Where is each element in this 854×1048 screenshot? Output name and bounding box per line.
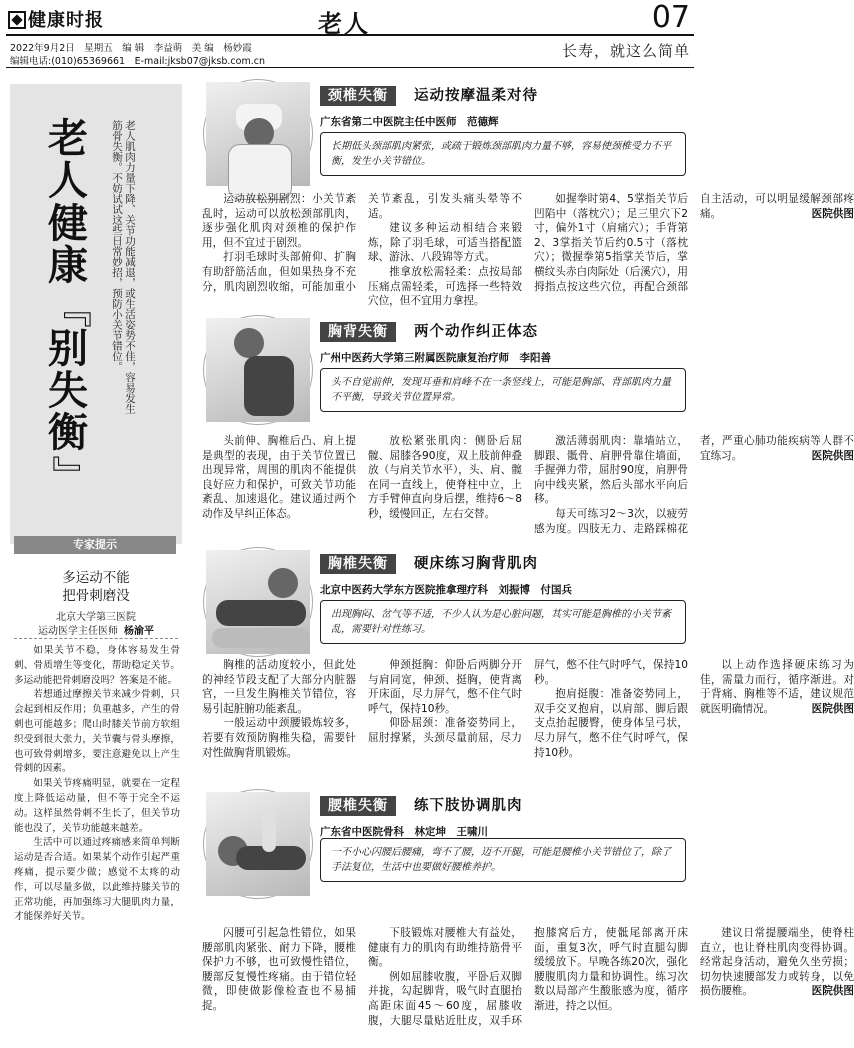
title-char: 老	[48, 115, 88, 162]
feature-panel	[10, 84, 182, 544]
article-chest-back	[196, 316, 854, 535]
article-lead: 头不自觉前伸，发现耳垂和肩峰不在一条竖线上，可能是胸部、背部肌肉力量不平衡，导致关节位置异常。	[320, 368, 686, 412]
logo-mark-icon	[8, 11, 26, 29]
article-tag: 颈椎失衡	[320, 86, 396, 106]
contact-line: 编辑电话:(010)65369661 E-mail:jksb07@jksb.com.cn	[10, 56, 265, 67]
paragraph: 闪腰可引起急性错位，如果腰部肌肉紧张、耐力下降，腰椎保护力不够，也可致慢性错位，腰部反复慢性疼痛。由于错位轻微，即使做影像检查也不易捕捉。	[202, 927, 356, 1012]
paragraph: 推拿放松需轻柔：点按局部压痛点需轻柔，可选择一些特效穴位，但不宜用力拿捏。	[368, 265, 522, 308]
tips-author	[10, 622, 182, 637]
divider	[14, 638, 178, 639]
title-char: 健	[48, 199, 88, 247]
paragraph: 激活薄弱肌肉：靠墙站立，脚跟、骶骨、肩胛骨靠住墙面，手握弹力带，屈肘90度，肩胛骨向中线夹紧，然后头部水平向后移。	[534, 435, 688, 506]
article-body	[202, 658, 854, 770]
photo-credit: 医院供图	[811, 985, 854, 998]
article-lumbar	[196, 790, 854, 1040]
paragraph: 抱肩挺腹：准备姿势同上，双手交叉抱肩，以肩部、脚后跟支点抬起腰臀，使身体呈弓状，尽力屏气，憋不住气时呼气，保持10秒。	[534, 688, 688, 759]
article-tag: 胸椎失衡	[320, 554, 396, 574]
newspaper-logo	[8, 6, 104, 32]
title-bracket-open: 『	[47, 287, 93, 328]
header-bottom-rule	[6, 67, 694, 68]
article-author: 广州中医药大学第三附属医院康复治疗师 李阳善	[320, 352, 551, 364]
paragraph: 如果关节疼痛明显，就要在一定程度上降低运动量，但不等于完全不运动。这样虽然骨刺不生长了，但关节功能也没了，关节功能越来越差。	[14, 778, 180, 834]
paragraph: 如握拳时第4、5掌指关节后凹陷中（落枕穴）；足三里穴下2寸，偏外1寸（肩痛穴）；手背第2、3掌指关节后约0.5寸（落枕穴）；微握拳第5指掌关节后，掌横纹头赤白肉际处（后溪穴），用拇指点按这些穴位，再配合颈部自主活动，可以明显缓解颈部疼痛。	[534, 193, 854, 293]
article-photo-chest-back	[204, 316, 312, 424]
paragraph: 生活中可以通过疼痛感来简单判断运动是否合适。如果某个动作引起严重疼痛，提示要少做；感觉不太疼的动作，可以尽量多做，以此维持膝关节的正常功能，再加强练习大腿肌肉力量，才能保养好关节。	[14, 837, 180, 923]
paragraph: 打羽毛球时头部俯仰、扩胸有助舒筋活血，但如果热身不充分，肌肉剧烈收缩，可能加重小关节紊乱，引发头痛头晕等不适。	[202, 193, 522, 293]
article-subtitle: 练下肢协调肌肉	[414, 798, 523, 814]
article-body	[202, 192, 854, 310]
paragraph: 一般运动中颈腰锻炼较多，若要有效预防胸椎失稳，需要针对性做胸背肌锻炼。	[202, 717, 356, 759]
title-char: 衡	[48, 409, 88, 457]
title-char: 别	[48, 324, 88, 372]
article-photo-thoracic	[204, 548, 312, 656]
tips-org: 北京大学第三医院	[56, 612, 136, 623]
article-photo-neck	[204, 80, 312, 188]
tips-title-line1: 多运动不能	[62, 570, 130, 586]
paragraph: 每天可练习2～3次，以疲劳感为度。四肢无力、走路踩棉花者，严重心肺功能疾病等人群不宜练习。	[534, 435, 854, 535]
article-subtitle: 硬床练习胸背肌肉	[414, 556, 538, 572]
paragraph: 伸颈挺胸：仰卧后两脚分开与肩同宽，伸颈、挺胸，使背离开床面，尽力屏气，憋不住气时呼气，保持10秒。	[368, 659, 522, 715]
article-lead: 长期低头颈部肌肉紧张，或疏于锻炼颈部肌肉力量不够，容易使颈椎受力不平衡，发生小关节错位。	[320, 132, 686, 176]
article-body	[202, 434, 854, 540]
paragraph: 建议日常提腰端坐，使脊柱直立，也让脊柱肌肉变得协调。经常起身活动，避免久坐劳损；切勿快速腰部发力或转身，以免损伤腰椎。	[700, 927, 854, 998]
date-editor-line: 2022年9月2日 星期五 编 辑 李益萌 美 编 杨妙霞	[10, 43, 252, 54]
header-rule	[6, 34, 694, 36]
article-author: 广东省第二中医院主任中医师 范德辉	[320, 116, 499, 128]
paragraph: 头前伸、胸椎后凸、肩上提是典型的表现，由于关节位置已出现异常，周围的肌肉不能提供良好应力和保护，可致关节功能紊乱、加速退化。建议通过两个动作及早纠正体态。	[202, 435, 356, 520]
article-tag: 腰椎失衡	[320, 796, 396, 816]
paragraph: 仰卧屈颈：准备姿势同上，屈肘撑紧，头颈尽量前屈，尽力屏气，憋不住气时呼气，保持10秒。	[368, 659, 688, 744]
section-name: 老人	[318, 9, 370, 38]
article-photo-lumbar	[204, 790, 312, 898]
page-number: 07	[651, 0, 690, 35]
title-char: 康	[48, 242, 88, 290]
paragraph: 以上动作选择硬床练习为佳，需量力而行，循序渐进。对于背痛、胸椎等不适，建议规范就医明确情况。	[700, 659, 854, 715]
paragraph: 下肢锻炼对腰椎大有益处，健康有力的肌肉有助维持筋骨平衡。	[368, 927, 522, 969]
photo-credit: 医院供图	[811, 449, 854, 462]
photo-credit: 医院供图	[811, 207, 854, 220]
article-tag: 胸背失衡	[320, 322, 396, 342]
title-char: 失	[48, 366, 88, 414]
title-bracket-close: 』	[47, 454, 93, 495]
article-body	[202, 926, 854, 1042]
feature-title	[42, 115, 94, 495]
photo-credit: 医院供图	[811, 702, 854, 715]
article-neck	[196, 80, 854, 308]
paragraph: 例如屈膝收腹，平卧后双脚并拢，勾起脚背，吸气时直腿抬高距床面45～60度，屈膝收腹，大腿尽量贴近肚皮，双手环抱膝窝后方，使骶尾部离开床面，重复3次，呼气时直腿勾脚缓缓放下。早晚各练20次，强化腰腹肌肉力量和协调性。练习次数以局部产生酸胀感为度，循序渐进，持之以恒。	[368, 927, 688, 1027]
article-subtitle: 两个动作纠正体态	[414, 324, 538, 340]
tips-author-name: 杨渝平	[124, 626, 154, 637]
article-author: 北京中医药大学东方医院推拿理疗科 刘振博 付国兵	[320, 584, 572, 596]
paragraph: 运动放松别剧烈：小关节紊乱时，运动可以放松颈部肌肉，逐步强化肌肉对颈椎的保护作用，但不宜过于剧烈。	[202, 193, 356, 249]
article-thoracic	[196, 548, 854, 768]
slogan: 长寿，就这么简单	[561, 42, 690, 60]
paragraph: 若想通过摩擦关节来减少骨刺，只会起到相反作用；负重越多，产生的骨刺也可能越多；爬山时膝关节前方软组织受到很大张力，关节囊与骨头摩擦，也可致骨刺增多，要注意避免以上产生骨刺的因素。	[14, 689, 180, 775]
paragraph: 建议多种运动相结合来锻炼，除了羽毛球，可适当搭配篮球、游泳、八段锦等方式。	[368, 222, 522, 264]
masthead	[0, 0, 700, 70]
expert-tips-tag: 专家提示	[14, 536, 176, 554]
logo-text: 健康时报	[28, 10, 104, 31]
title-char: 人	[48, 157, 88, 205]
article-subtitle: 运动按摩温柔对待	[414, 88, 538, 104]
paragraph: 如果关节不稳，身体容易发生骨刺、骨质增生等变化，帮助稳定关节。多运动能把骨刺磨没吗？答案是不能。	[14, 645, 180, 686]
paragraph: 放松紧张肌肉：侧卧后屈髋、屈膝各90度，双上肢前伸叠放（与肩关节水平），头、肩、髋在同一直线上，使脊柱中立，上方手臂伸直向身后摆，维持6～8秒，缓慢回正，左右交替。	[368, 435, 522, 520]
article-author: 广东省中医院骨科 林定坤 王啸川	[320, 826, 488, 838]
feature-intro: 老人肌肉力量下降、关节功能减退，或生活姿势不佳，容易发生筋骨失衡。不妨试试这些日常妙招，预防小关节错位。	[111, 120, 136, 414]
tips-body	[14, 644, 180, 1004]
article-lead: 一不小心闪腰后腰痛，弯不了腰，迈不开腿，可能是腰椎小关节错位了，除了手法复位，生活中也要做好腰椎养护。	[320, 838, 686, 882]
tips-title-line2: 把骨刺磨没	[62, 588, 130, 604]
paragraph: 胸椎的活动度较小，但此处的神经节段支配了大部分内脏器官，一旦发生胸椎关节错位，容易引起脏腑功能紊乱。	[202, 659, 356, 715]
expert-tips-box	[10, 536, 182, 946]
tips-author-title: 运动医学主任医师	[38, 626, 118, 637]
article-lead: 出现胸闷、岔气等不适，不少人认为是心脏问题，其实可能是胸椎的小关节紊乱，需要针对性练习。	[320, 600, 686, 644]
